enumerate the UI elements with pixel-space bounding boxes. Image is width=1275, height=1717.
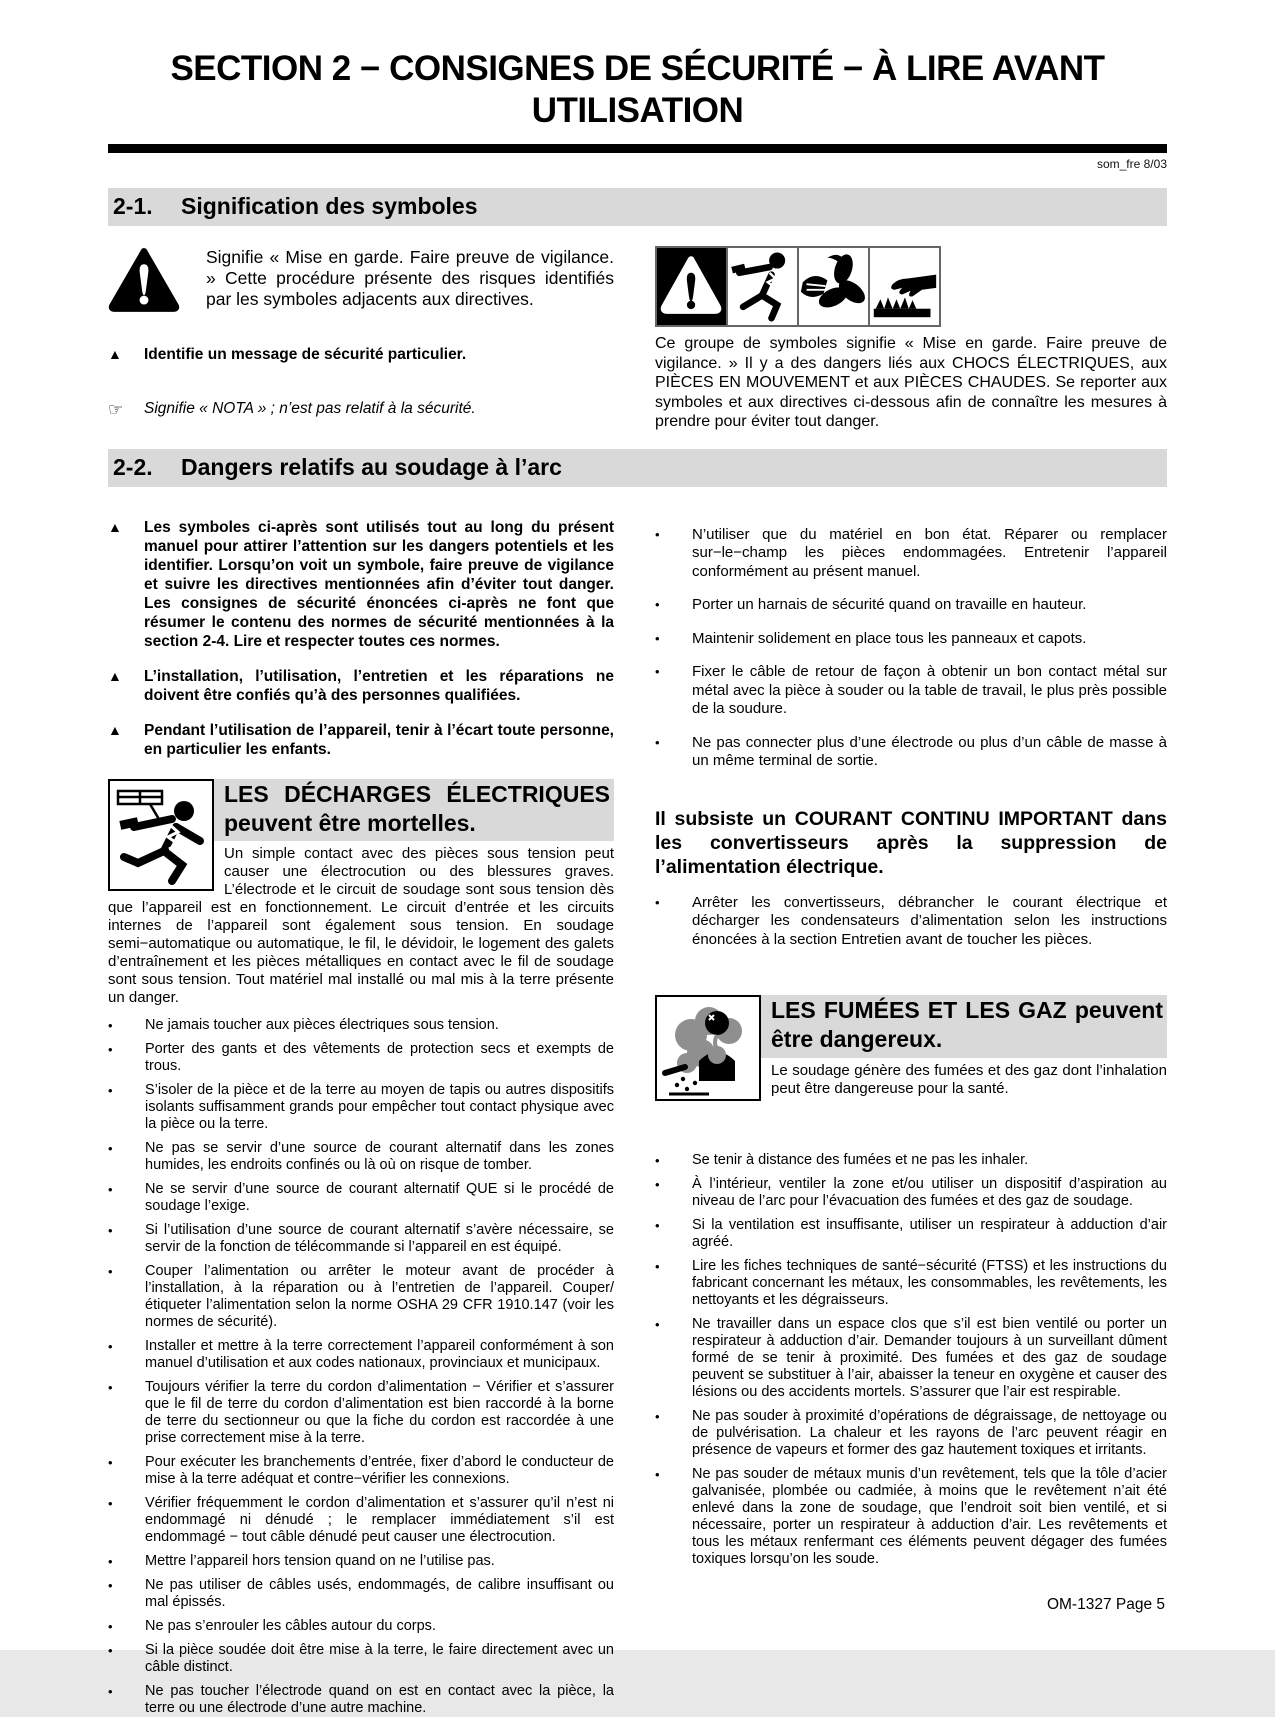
alert-symbol-icon [655, 246, 728, 327]
bullet-item: • N’utiliser que du matériel en bon état. Réparer ou remplacer sur−le−champ les pièces endommagées. Entretenir l’appareil conformément au présent manuel. [655, 526, 1167, 582]
section-number: 2-2. [113, 454, 181, 481]
bullet-icon: • [655, 1152, 692, 1169]
dc-current-heading: Il subsiste un COURANT CONTINU IMPORTANT dans les convertisseurs après la suppression de l’alimentation électrique. [655, 807, 1167, 879]
bullet-item: • Fixer le câble de retour de façon à obtenir un bon contact métal sur métal avec la pièce à souder ou la table de travail, le plus près possible de la soudure. [655, 663, 1167, 719]
bullet-icon: • [655, 1466, 692, 1568]
electric-shock-heading: LES DÉCHARGES ÉLECTRIQUES peuvent être mortelles. [108, 779, 614, 842]
bullet-item: • S’isoler de la pièce et de la terre au moyen de tapis ou autres dispositifs isolants suffisamment grands pour empêcher tout contact physique avec la pièce ou la terre. [108, 1082, 614, 1133]
bullet-icon: • [108, 1577, 145, 1611]
section-2-1-right-column [655, 241, 1167, 432]
nota-hand-icon: ☞ [108, 400, 144, 420]
general-warning-item: ▲ Pendant l’utilisation de l’appareil, tenir à l’écart toute personne, en particulier les enfants. [108, 721, 614, 759]
bullet-item: • Arrêter les convertisseurs, débrancher le courant électrique et décharger les condensateurs d’alimentation selon les instructions énoncées à la section Entretien avant de toucher les pièces. [655, 894, 1167, 950]
warning-meaning-text: Signifie « Mise en garde. Faire preuve de vigilance. » Cette procédure présente des risques identifiés par les symboles adjacents aux directives. [206, 247, 614, 313]
fumes-hazard-block [655, 995, 1167, 1098]
bullet-item: • Ne pas toucher l’électrode quand on est en contact avec la pièce, la terre ou une électrode d’une autre machine. [108, 1683, 614, 1717]
bullet-item: • Pour exécuter les branchements d’entrée, fixer d’abord le conducteur de mise à la terre adéquat et contre−vérifier les connexions. [108, 1454, 614, 1488]
bullet-item: • Lire les fiches techniques de santé−sécurité (FTSS) et les instructions du fabricant concernant les métaux, les consommables, les revêtements, les nettoyants et les dégraisseurs. [655, 1258, 1167, 1309]
bullet-item: • Toujours vérifier la terre du cordon d’alimentation − Vérifier et s’assurer que le fil de terre du cordon d’alimentation est bien raccordé à la borne de terre du sectionneur ou que la fiche du cordon est raccordée à une prise correctement mise à la terre. [108, 1379, 614, 1447]
section-2-2-header [108, 449, 1167, 487]
bullet-icon: • [655, 734, 692, 771]
bullet-item: • Porter un harnais de sécurité quand on travaille en hauteur. [655, 596, 1167, 615]
bullet-icon: • [108, 1222, 145, 1256]
triangle-marker-icon: ▲ [108, 667, 144, 705]
arc-safety-bullet-list [655, 526, 1167, 771]
title-rule [108, 144, 1167, 153]
bullet-item: • Ne pas s’enrouler les câbles autour du corps. [108, 1618, 614, 1635]
triangle-marker-icon: ▲ [108, 721, 144, 759]
bullet-icon: • [655, 596, 692, 615]
warning-triangle-icon [108, 247, 180, 313]
bullet-icon: • [108, 1642, 145, 1676]
bullet-icon: • [108, 1041, 145, 1075]
electric-shock-bullet-list [108, 1017, 614, 1717]
fumes-body: Le soudage génère des fumées et des gaz dont l’inhalation peut être dangereuse pour la santé. [655, 1062, 1167, 1098]
bullet-item: • Ne pas se servir d’une source de courant alternatif dans les zones humides, les endroits confinés ou là où on risque de tomber. [108, 1140, 614, 1174]
bullet-icon: • [655, 630, 692, 649]
section-2-2-left-column [108, 502, 614, 1717]
page-number: OM-1327 Page 5 [1047, 1596, 1165, 1614]
bullet-icon: • [655, 526, 692, 582]
symbol-group-caption: Ce groupe de symboles signifie « Mise en garde. Faire preuve de vigilance. » Il y a des dangers liés aux CHOCS ÉLECTRIQUES, aux PIÈCES EN MOUVEMENT et aux PIÈCES CHAUDES. Se reporter aux symboles et aux directives ci-dessous afin de connaître les mesures à prendre pour éviter tout danger. [655, 334, 1167, 432]
bullet-item: • Si la ventilation est insuffisante, utiliser un respirateur à adduction d’air agréé. [655, 1217, 1167, 1251]
section-2-2-right-column [655, 502, 1167, 1717]
bullet-item: • Ne travailler dans un espace clos que s’il est bien ventilé ou porter un respirateur à adduction d’air. Demander toujours à un surveillant dûment formé de se tenir à proximité. Des fumées et des gaz de soudage peuvent se substituer à l’air, abaisser la teneur en oxygène et causer des lésions ou des accidents mortels. S’assurer que l’air est respirable. [655, 1316, 1167, 1401]
bullet-item: • Maintenir solidement en place tous les panneaux et capots. [655, 630, 1167, 649]
page-title: SECTION 2 − CONSIGNES DE SÉCURITÉ − À LIRE AVANT UTILISATION [108, 48, 1167, 132]
nota-note: ☞ Signifie « NOTA » ; n’est pas relatif à la sécurité. [108, 400, 614, 420]
bullet-icon: • [108, 1181, 145, 1215]
bullet-icon: • [108, 1495, 145, 1546]
bullet-icon: • [655, 1258, 692, 1309]
triangle-marker-icon: ▲ [108, 345, 144, 364]
electric-shock-symbol-icon [726, 246, 799, 327]
bullet-item: • Ne se servir d’une source de courant alternatif QUE si le procédé de soudage l’exige. [108, 1181, 614, 1215]
bullet-item: • Ne pas utiliser de câbles usés, endommagés, de calibre insuffisant ou mal épissés. [108, 1577, 614, 1611]
fumes-bullet-list [655, 1152, 1167, 1568]
section-number: 2-1. [113, 193, 181, 220]
bullet-icon: • [108, 1618, 145, 1635]
bullet-icon: • [655, 1176, 692, 1210]
section-2-1-header [108, 188, 1167, 226]
bullet-item: • Si l’utilisation d’une source de courant alternatif s’avère nécessaire, se servir de la fonction de télécommande si l’appareil en est équipé. [108, 1222, 614, 1256]
bullet-icon: • [655, 1316, 692, 1401]
bullet-item: • Installer et mettre à la terre correctement l’appareil conformément à son manuel d’utilisation et aux codes nationaux, provinciaux et municipaux. [108, 1338, 614, 1372]
bullet-icon: • [655, 894, 692, 950]
general-warning-item: ▲ Les symboles ci-après sont utilisés tout au long du présent manuel pour attirer l’attention sur les dangers potentiels et les identifier. Lorsqu’on voit un symbole, faire preuve de vigilance et suivre les directives mentionnées afin d’éviter tout danger. Les consignes de sécurité énoncées ci-après ne font que résumer le contenu des normes de sécurité mentionnées à la section 2-4. Lire et respecter toutes ces normes. [108, 518, 614, 651]
general-warning-list [108, 518, 614, 759]
triangle-marker-icon: ▲ [108, 518, 144, 651]
general-warning-item: ▲ L’installation, l’utilisation, l’entretien et les réparations ne doivent être confiés qu’à des personnes qualifiées. [108, 667, 614, 705]
bullet-item: • Se tenir à distance des fumées et ne pas les inhaler. [655, 1152, 1167, 1169]
section-title: Dangers relatifs au soudage à l’arc [181, 454, 562, 481]
bullet-item: • Vérifier fréquemment le cordon d’alimentation et s’assurer qu’il n’est ni endommagé ni dénudé ; le remplacer immédiatement s’il est endommagé − tout câble dénudé peut causer une électrocution. [108, 1495, 614, 1546]
bullet-item: • À l’intérieur, ventiler la zone et/ou utiliser un dispositif d’aspiration au niveau de l’arc pour l’évacuation des fumées et des gaz de soudage. [655, 1176, 1167, 1210]
fumes-hazard-icon [655, 995, 761, 1101]
bullet-item: • Ne pas connecter plus d’une électrode ou plus d’un câble de masse à un même terminal de sortie. [655, 734, 1167, 771]
bullet-item: • Porter des gants et des vêtements de protection secs et exempts de trous. [108, 1041, 614, 1075]
bullet-icon: • [655, 1408, 692, 1459]
section-title: Signification des symboles [181, 193, 478, 220]
bullet-item: • Si la pièce soudée doit être mise à la terre, le faire directement avec un câble distinct. [108, 1642, 614, 1676]
bullet-icon: • [108, 1140, 145, 1174]
hazard-symbol-group [655, 246, 1167, 327]
bullet-icon: • [655, 663, 692, 719]
hot-parts-symbol-icon [868, 246, 941, 327]
particular-safety-note: ▲ Identifie un message de sécurité particulier. [108, 345, 614, 364]
bullet-item: • Ne pas souder de métaux munis d’un revêtement, tels que la tôle d’acier galvanisée, plombée ou cadmiée, à moins que le revêtement n’ait été enlevé dans la zone de soudage, que l’endroit soit bien ventilé, et si nécessaire, porter un respirateur à adduction d’air. Les revêtements et tous les métaux renfermant ces éléments peuvent dégager des fumées toxiques lorsqu’on les soude. [655, 1466, 1167, 1568]
doc-reference: som_fre 8/03 [108, 157, 1167, 171]
bullet-icon: • [108, 1553, 145, 1570]
bullet-icon: • [108, 1454, 145, 1488]
bullet-item: • Couper l’alimentation ou arrêter le moteur avant de procéder à l’installation, à la réparation ou à l’entretien de l’appareil. Couper/étiqueter l’alimentation selon la norme OSHA 29 CFR 1910.147 (voir les normes de sécurité). [108, 1263, 614, 1331]
bullet-icon: • [108, 1082, 145, 1133]
bullet-item: • Ne jamais toucher aux pièces électriques sous tension. [108, 1017, 614, 1034]
bullet-icon: • [108, 1017, 145, 1034]
electric-shock-hazard-block [108, 779, 614, 1008]
moving-parts-symbol-icon [797, 246, 870, 327]
bullet-item: • Ne pas souder à proximité d’opérations de dégraissage, de nettoyage ou de pulvérisation. La chaleur et les rayons de l’arc peuvent réagir en présence de vapeurs et former des gaz hautement toxiques et irritants. [655, 1408, 1167, 1459]
electric-shock-body: Un simple contact avec des pièces sous tension peut causer une électrocution ou des blessures graves. L’électrode et le circuit de soudage sont sous tension dès que l’appareil est en fonctionnement. Le circuit d’entrée et les circuits internes de l’appareil sont également sous tension. En soudage semi−automatique ou automatique, le fil, le dévidoir, le logement des galets d’entraînement et les pièces métalliques en contact avec le fil de soudage sont sous tension. Tout matériel mal installé ou mal mis à la terre présente un danger. [108, 845, 614, 1007]
section-2-1-left-column [108, 241, 614, 432]
bullet-icon: • [108, 1263, 145, 1331]
bullet-icon: • [655, 1217, 692, 1251]
dc-current-bullet-list [655, 894, 1167, 950]
bullet-item: • Mettre l’appareil hors tension quand on ne l’utilise pas. [108, 1553, 614, 1570]
bullet-icon: • [108, 1379, 145, 1447]
bullet-icon: • [108, 1683, 145, 1717]
electric-shock-hazard-icon [108, 779, 214, 891]
bullet-icon: • [108, 1338, 145, 1372]
fumes-heading: LES FUMÉES ET LES GAZ peuvent être dangereux. [655, 995, 1167, 1058]
